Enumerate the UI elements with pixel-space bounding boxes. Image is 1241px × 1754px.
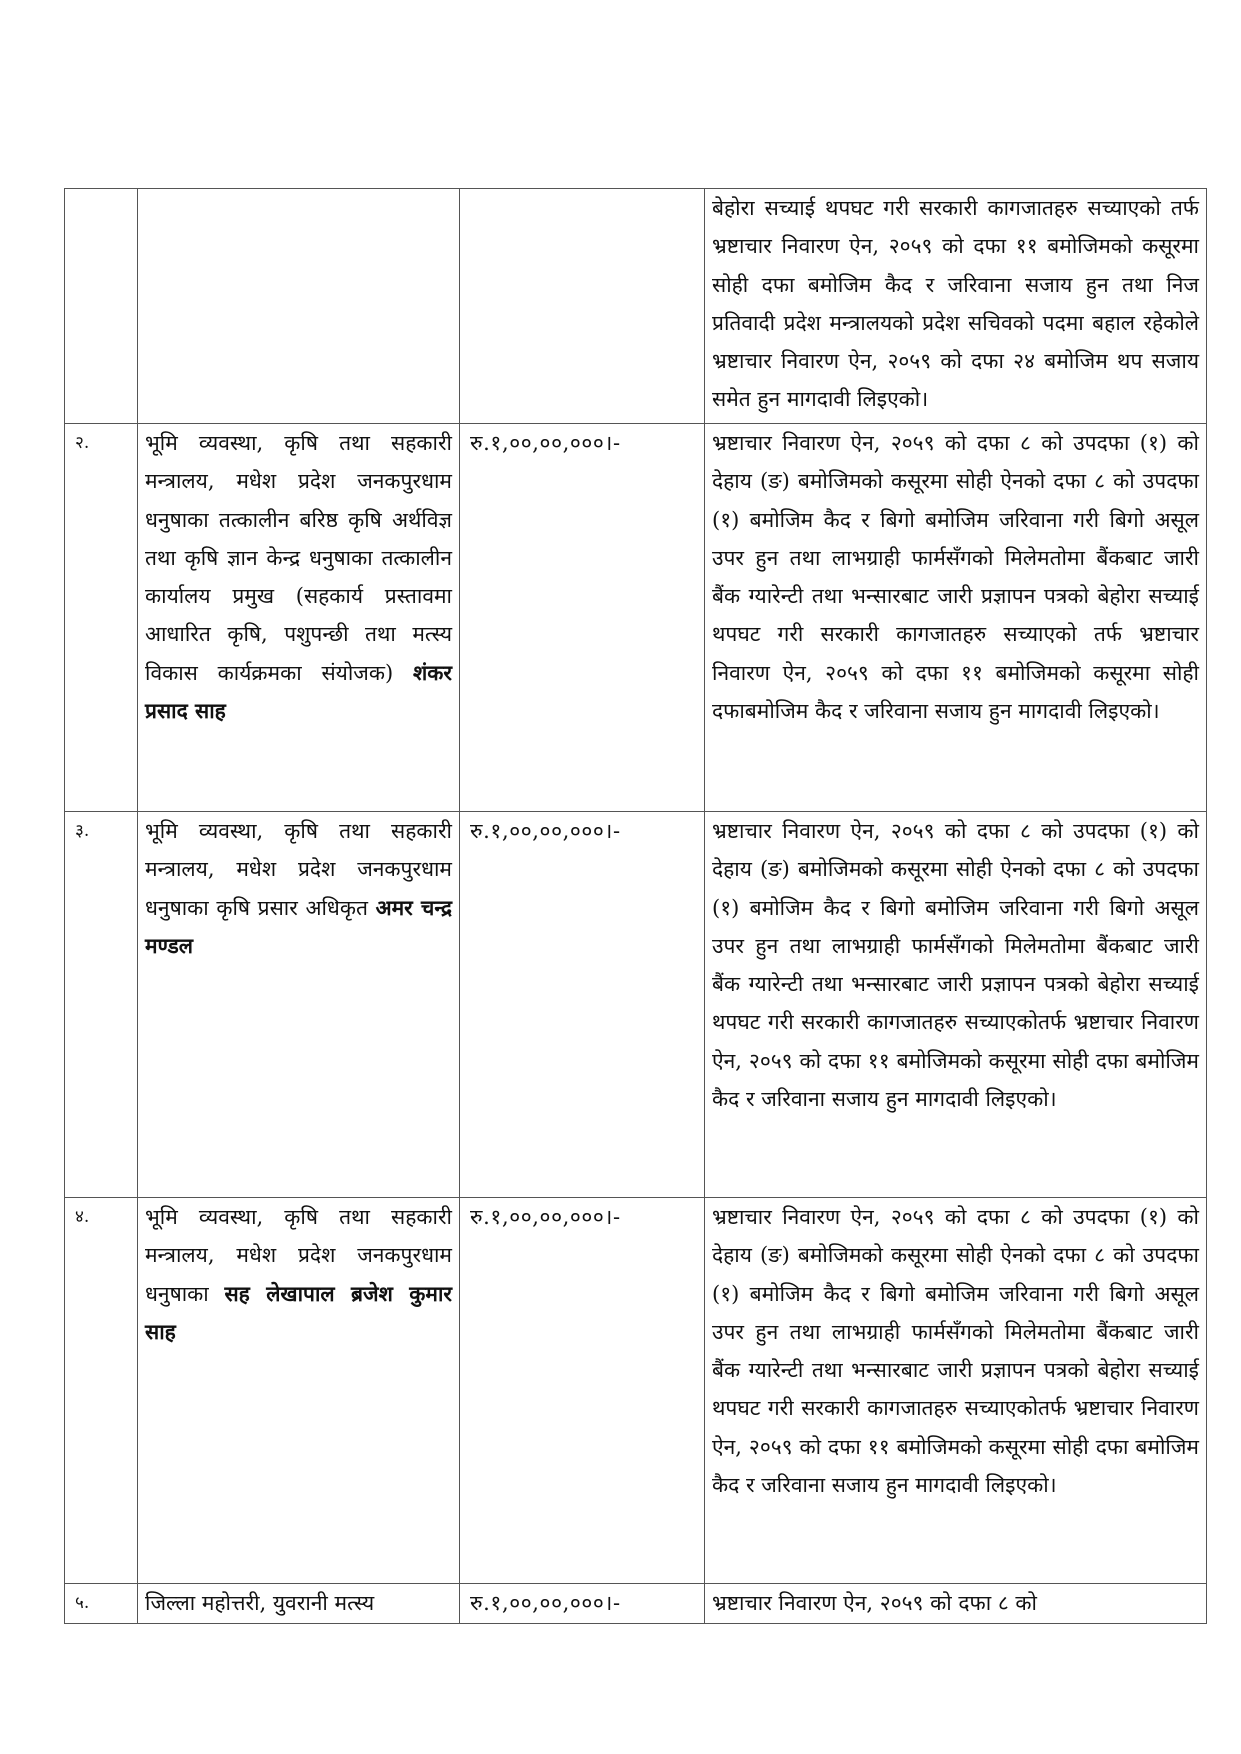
serial-number-cell: ३. bbox=[65, 812, 138, 1198]
claim-description-cell: बेहोरा सच्याई थपघट गरी सरकारी कागजातहरु सच्याएको तर्फ भ्रष्टाचार निवारण ऐन, २०५९ को दफा ११ बमोजिमको कसूरमा सोही दफा बमोजिम कैद र जरिवाना सजाय हुन तथा निज प्रतिवादी प्रदेश मन्त्रालयको प्रदेश सचिवको पदमा बहाल रहेकोले भ्रष्टाचार निवारण ऐन, २०५९ को दफा २४ बमोजिम थप सजाय समेत हुन मागदावी लिइएको। bbox=[705, 189, 1207, 424]
table-row bbox=[65, 1584, 1207, 1624]
claim-description-cell: भ्रष्टाचार निवारण ऐन, २०५९ को दफा ८ को उपदफा (१) को देहाय (ङ) बमोजिमको कसूरमा सोही ऐनको दफा ८ को उपदफा (१) बमोजिम कैद र बिगो बमोजिम जरिवाना गरी बिगो असूल उपर हुन तथा लाभग्राही फार्मसँगको मिलेमतोमा बैंकबाट जारी बैंक ग्यारेन्टी तथा भन्सारबाट जारी प्रज्ञापन पत्रको बेहोरा सच्याई थपघट गरी सरकारी कागजातहरु सच्याएकोतर्फ भ्रष्टाचार निवारण ऐन, २०५९ को दफा ११ बमोजिमको कसूरमा सोही दफा बमोजिम कैद र जरिवाना सजाय हुन मागदावी लिइएको। bbox=[705, 812, 1207, 1198]
claim-amount-cell: रु.१,००,००,०००।- bbox=[460, 812, 705, 1198]
claim-amount-cell bbox=[460, 189, 705, 424]
accused-name: अमर चन्द्र मण्डल bbox=[145, 894, 452, 958]
accused-description: भूमि व्यवस्था, कृषि तथा सहकारी मन्त्रालय, मधेश प्रदेश जनकपुरधाम धनुषाका तत्कालीन बरिष्ठ कृषि अर्थविज्ञ तथा कृषि ज्ञान केन्द्र धनुषाका तत्कालीन कार्यालय प्रमुख (सहकार्य प्रस्तावमा आधारित कृषि, पशुपन्छी तथा मत्स्य विकास कार्यक्रमका संयोजक) bbox=[145, 431, 452, 685]
table-row bbox=[65, 424, 1207, 812]
claim-amount-cell: रु.१,००,००,०००।- bbox=[460, 1198, 705, 1584]
accused-name: शंकर प्रसाद साह bbox=[145, 659, 452, 724]
accused-description: भूमि व्यवस्था, कृषि तथा सहकारी मन्त्रालय, मधेश प्रदेश जनकपुरधाम धनुषाका bbox=[145, 1205, 452, 1306]
claim-amount-cell: रु.१,००,००,०००।- bbox=[460, 424, 705, 812]
accused-cell bbox=[138, 1198, 460, 1584]
claim-description-cell: भ्रष्टाचार निवारण ऐन, २०५९ को दफा ८ को bbox=[705, 1584, 1207, 1624]
serial-number-cell: २. bbox=[65, 424, 138, 812]
claim-amount-cell: रु.१,००,००,०००।- bbox=[460, 1584, 705, 1624]
accused-description: जिल्ला महोत्तरी, युवरानी मत्स्य bbox=[145, 1591, 375, 1615]
charge-sheet-table bbox=[64, 188, 1207, 1624]
accused-description: भूमि व्यवस्था, कृषि तथा सहकारी मन्त्रालय, मधेश प्रदेश जनकपुरधाम धनुषाका कृषि प्रसार अधिकृत bbox=[145, 819, 452, 920]
claim-description-cell: भ्रष्टाचार निवारण ऐन, २०५९ को दफा ८ को उपदफा (१) को देहाय (ङ) बमोजिमको कसूरमा सोही ऐनको दफा ८ को उपदफा (१) बमोजिम कैद र बिगो बमोजिम जरिवाना गरी बिगो असूल उपर हुन तथा लाभग्राही फार्मसँगको मिलेमतोमा बैंकबाट जारी बैंक ग्यारेन्टी तथा भन्सारबाट जारी प्रज्ञापन पत्रको बेहोरा सच्याई थपघट गरी सरकारी कागजातहरु सच्याएको तर्फ भ्रष्टाचार निवारण ऐन, २०५९ को दफा ११ बमोजिमको कसूरमा सोही दफाबमोजिम कैद र जरिवाना सजाय हुन मागदावी लिइएको। bbox=[705, 424, 1207, 812]
table-row bbox=[65, 1198, 1207, 1584]
accused-cell bbox=[138, 189, 460, 424]
serial-number-cell: ५. bbox=[65, 1584, 138, 1624]
accused-name: सह लेखापाल ब्रजेश कुमार साह bbox=[145, 1280, 452, 1344]
accused-cell bbox=[138, 424, 460, 812]
table-row bbox=[65, 812, 1207, 1198]
claim-description-cell: भ्रष्टाचार निवारण ऐन, २०५९ को दफा ८ को उपदफा (१) को देहाय (ङ) बमोजिमको कसूरमा सोही ऐनको दफा ८ को उपदफा (१) बमोजिम कैद र बिगो बमोजिम जरिवाना गरी बिगो असूल उपर हुन तथा लाभग्राही फार्मसँगको मिलेमतोमा बैंकबाट जारी बैंक ग्यारेन्टी तथा भन्सारबाट जारी प्रज्ञापन पत्रको बेहोरा सच्याई थपघट गरी सरकारी कागजातहरु सच्याएकोतर्फ भ्रष्टाचार निवारण ऐन, २०५९ को दफा ११ बमोजिमको कसूरमा सोही दफा बमोजिम कैद र जरिवाना सजाय हुन मागदावी लिइएको। bbox=[705, 1198, 1207, 1584]
accused-cell bbox=[138, 812, 460, 1198]
accused-cell bbox=[138, 1584, 460, 1624]
serial-number-cell bbox=[65, 189, 138, 424]
serial-number-cell: ४. bbox=[65, 1198, 138, 1584]
table-row bbox=[65, 189, 1207, 424]
